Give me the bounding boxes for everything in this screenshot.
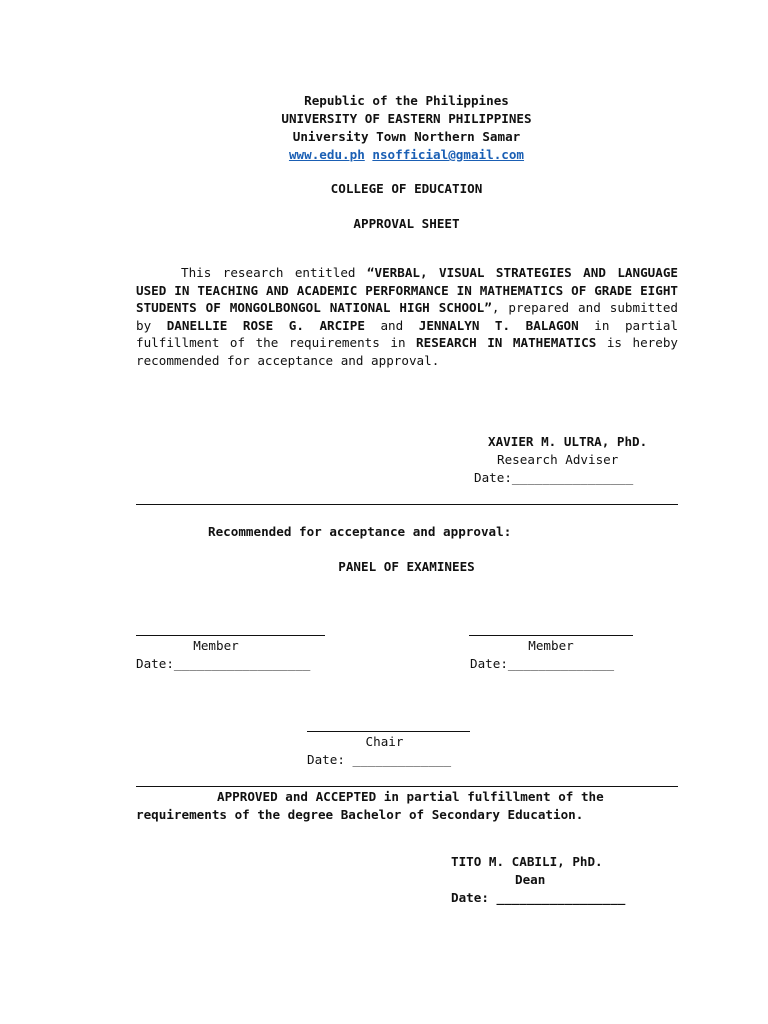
research-title: “VERBAL, VISUAL STRATEGIES AND LANGUAGE USED IN TEACHING AND ACADEMIC PERFORMANCE IN MATHEMATICS OF GRADE EIGHT STUDENTS OF MONGOLBONGOL NATIONAL HIGH SCHOOL”	[136, 265, 678, 316]
adviser-role: Research Adviser	[497, 452, 619, 467]
prepared-text: , prepared and submitted by	[136, 300, 678, 333]
recommended-line: Recommended for acceptance and approval:	[208, 524, 512, 539]
divider-2	[136, 786, 678, 787]
adviser-date: Date:________________	[474, 470, 634, 485]
author-2: JENNALYN T. BALAGON	[418, 317, 579, 333]
chair-signature-line	[307, 731, 470, 732]
dean-name: TITO M. CABILI, PhD.	[451, 854, 603, 869]
dean-role: Dean	[515, 872, 546, 887]
chair-label: Chair	[365, 734, 404, 749]
adviser-name: XAVIER M. ULTRA, PhD.	[488, 434, 648, 449]
author-1: DANELLIE ROSE G. ARCIPE	[166, 317, 365, 333]
college-name: COLLEGE OF EDUCATION	[330, 181, 483, 196]
university-town: University Town Northern Samar	[292, 129, 521, 144]
approved-line: APPROVED and ACCEPTED in partial fulfillment of the	[217, 789, 604, 804]
member1-signature-line	[136, 635, 325, 636]
member1-date: Date:__________________	[136, 656, 311, 671]
intro-text: This research entitled	[181, 265, 367, 280]
divider-1	[136, 504, 678, 505]
requirements-line: requirements of the degree Bachelor of Secondary Education.	[136, 807, 584, 822]
approval-sheet-title: APPROVAL SHEET	[353, 216, 460, 231]
subject-name: RESEARCH IN MATHEMATICS	[416, 335, 597, 351]
website-link[interactable]: www.edu.ph	[288, 147, 365, 162]
member2-signature-line	[469, 635, 633, 636]
panel-title: PANEL OF EXAMINEES	[338, 559, 475, 574]
dean-date: Date: _________________	[451, 890, 626, 905]
republic-heading: Republic of the Philippines	[304, 93, 509, 108]
university-name: UNIVERSITY OF EASTERN PHILIPPINES	[281, 111, 532, 126]
closing-text: is hereby recommended for acceptance and approval.	[136, 335, 679, 368]
partial-text: in partial fulfillment of the requirements in	[136, 317, 679, 351]
chair-date: Date: _____________	[307, 752, 452, 767]
email-link[interactable]: nsofficial@gmail.com	[372, 147, 525, 162]
member1-label: Member	[193, 638, 239, 653]
research-paragraph	[136, 264, 678, 370]
and-text: and	[364, 317, 419, 333]
member2-date: Date:______________	[470, 656, 615, 671]
contact-line	[136, 146, 677, 163]
member2-label: Member	[528, 638, 574, 653]
